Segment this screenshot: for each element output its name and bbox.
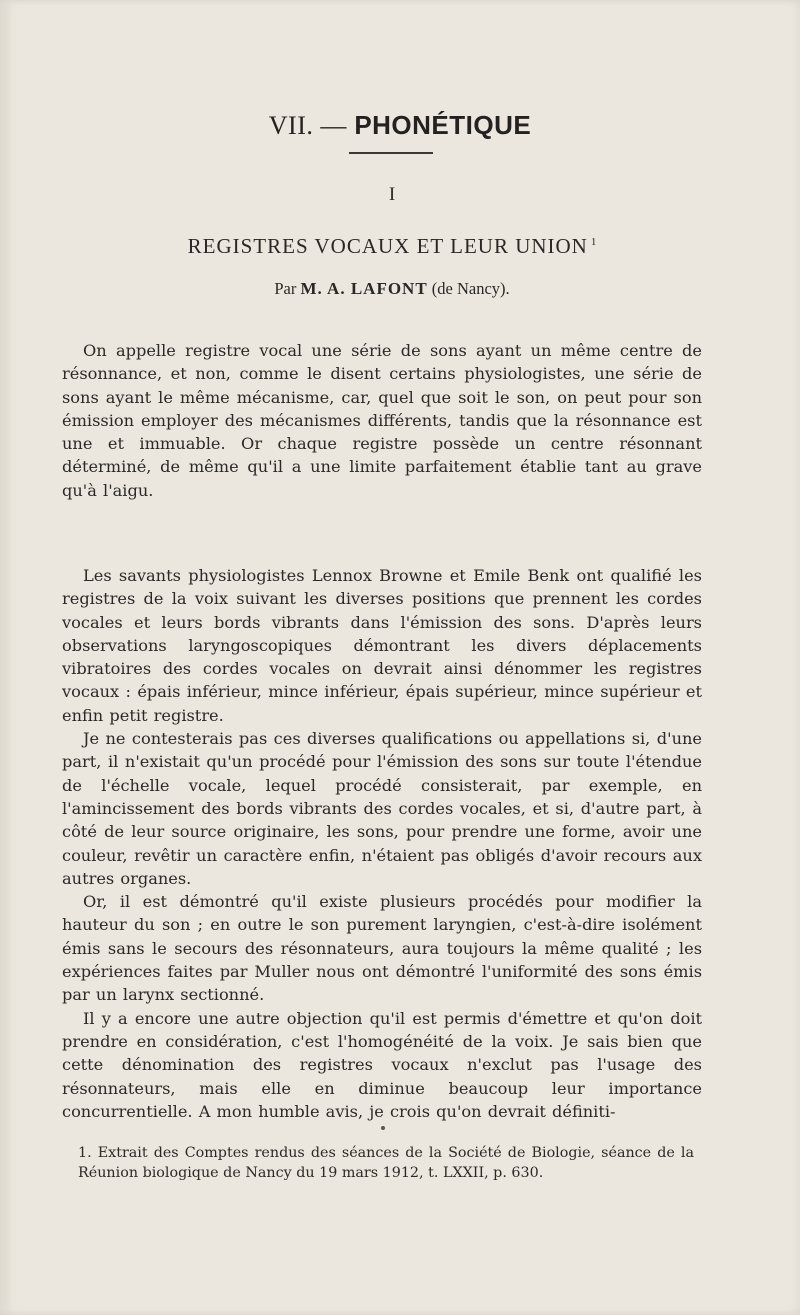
article-title-text: REGISTRES VOCAUX ET LEUR UNION: [187, 234, 588, 258]
section-number: VII. —: [268, 111, 347, 140]
section-title: PHONÉTIQUE: [354, 110, 532, 140]
section-heading: [0, 110, 800, 141]
footnote-marker[interactable]: 1: [590, 236, 597, 248]
byline-prefix: Par: [274, 279, 297, 298]
body-paragraph-block-2: [62, 564, 702, 1123]
body-paragraph-block-1: [62, 339, 702, 502]
author-affiliation: (de Nancy).: [431, 279, 510, 298]
paragraph-4: Or, il est démontré qu'il existe plusieurs procédés pour modifier la hauteur du son ; en outre le son purement laryngien, c'est-à-dire isolément émis sans le secours des résonnateurs, aura toujours la même qualité ; les expériences faites par Muller nous ont démontré l'uniformité des sons émis par un larynx sectionné.: [62, 892, 702, 1005]
paragraph-2: Les savants physiologistes Lennox Browne et Emile Benk ont qualifié les registres de la voix suivant les diverses positions que prennent les cordes vocales et leurs bords vibrants dans l'émission des sons. D'après leurs observations laryngoscopiques démontrant les divers déplacements vibratoires des cordes vocales on devrait ainsi dénommer les registres vocaux : épais inférieur, mince inférieur, épais supérieur, mince supérieur et enfin petit registre.: [62, 566, 702, 725]
author-name: M. A. LAFONT: [300, 279, 428, 298]
paragraph-1: On appelle registre vocal une série de sons ayant un même centre de résonnance, et non, comme le disent certains physiologistes, une série de sons ayant le même mécanisme, car, quel que soit le son, on peut pour son émission employer des mécanismes différents, tandis que la résonnance est une et immuable. Or chaque registre possède un centre résonnant déterminé, de même qu'il a une limite parfaitement établie tant au grave qu'à l'aigu.: [62, 341, 702, 500]
paragraph-5: Il y a encore une autre objection qu'il est permis d'émettre et qu'on doit prendre en considération, c'est l'homogénéité de la voix. Je sais bien que cette dénomination des registres vocaux n'exclut pas l'usage des résonnateurs, mais elle en diminue beaucoup leur importance concurrentielle. A mon humble avis, je crois qu'on devrait définiti-: [62, 1008, 702, 1121]
heading-divider: [349, 152, 433, 154]
footnote: 1. Extrait des Comptes rendus des séances de la Société de Biologie, séance de la Réunion biologique de Nancy du 19 mars 1912, t. LXXII, p. 630.: [78, 1145, 694, 1181]
subsection-number: I: [388, 184, 396, 205]
separator-dot: [381, 1126, 385, 1130]
paragraph-3: Je ne contesterais pas ces diverses qualifications ou appellations si, d'une part, il n'existait qu'un procédé pour l'émission des sons sur toute l'étendue de l'échelle vocale, lequel procédé consisterait, par exemple, en l'amincissement des bords vibrants des cordes vocales, et si, d'autre part, à côté de leur source originaire, les sons, pour prendre une forme, avoir une couleur, revêtir un caractère enfin, n'étaient pas obligés d'avoir recours aux autres organes.: [62, 729, 702, 888]
byline: [0, 279, 784, 299]
article-title: [0, 234, 784, 259]
